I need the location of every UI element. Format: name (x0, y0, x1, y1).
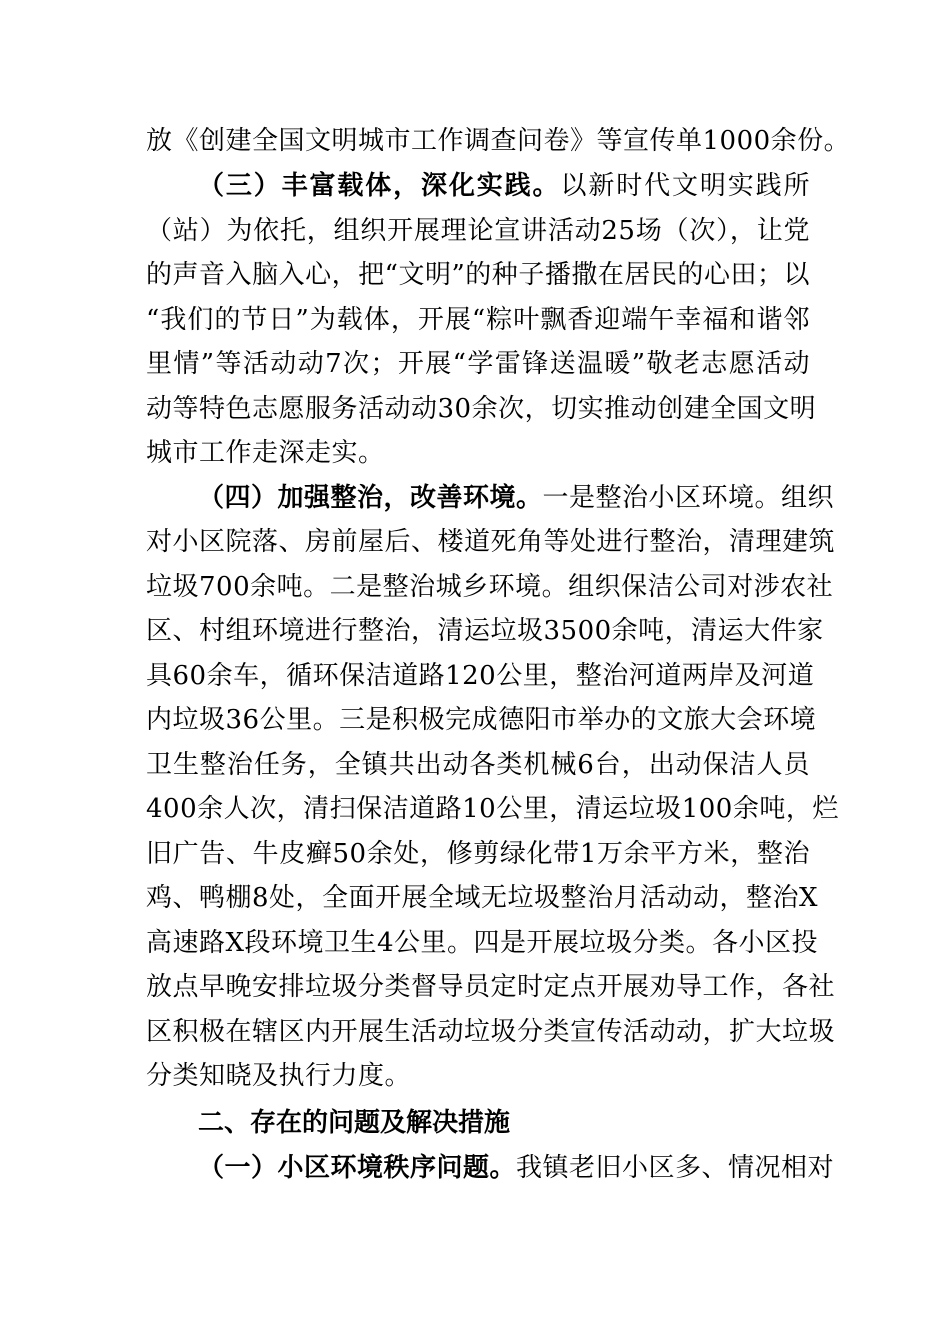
paragraph-text: 我镇老旧小区多、情况相对 (516, 1153, 835, 1183)
paragraph-line (198, 1146, 835, 1190)
paragraph-line: 内垃圾36公里。三是积极完成德阳市举办的文旅大会环境 (146, 705, 817, 735)
paragraph-line: 高速路X段环境卫生4公里。四是开展垃圾分类。各小区投 (146, 928, 819, 958)
paragraph-line: 里情”等活动动7次；开展“学雷锋送温暖”敬老志愿活动 (146, 349, 810, 379)
paragraph-text: 以新时代文明实践所 (560, 171, 810, 201)
paragraph-line: 放《创建全国文明城市工作调查问卷》等宣传单1000余份。 (146, 126, 851, 156)
subheading-3: （三）丰富载体，深化实践。 (198, 171, 561, 201)
paragraph-line: 400余人次，清扫保洁道路10公里，清运垃圾100余吨，烂 (146, 794, 839, 824)
paragraph-line: 旧广告、牛皮癣50余处，修剪绿化带1万余平方米，整治 (146, 839, 810, 869)
paragraph-text: 一是整治小区环境。组织 (542, 483, 835, 513)
paragraph-line: 具60余车，循环保洁道路120公里，整治河道两岸及河道 (146, 661, 815, 691)
paragraph-line (198, 164, 810, 208)
paragraph-line (198, 476, 835, 520)
paragraph-line: 城市工作走深走实。 (146, 438, 385, 468)
paragraph-line: （站）为依托，组织开展理论宣讲活动25场（次），让党 (146, 216, 810, 246)
paragraph-line: 垃圾700余吨。二是整治城乡环境。组织保洁公司对涉农社 (146, 572, 834, 602)
paragraph-line: 卫生整治任务，全镇共出动各类机械6台，出动保洁人员 (146, 750, 810, 780)
paragraph-line: 区积极在辖区内开展生活动垃圾分类宣传活动动，扩大垃圾 (146, 1017, 836, 1047)
paragraph-line: 区、村组环境进行整治，清运垃圾3500余吨，清运大件家 (146, 616, 824, 646)
section-heading: 二、存在的问题及解决措施 (198, 1108, 511, 1138)
paragraph-line: “我们的节日”为载体，开展“粽叶飘香迎端午幸福和谐邻 (146, 305, 810, 335)
paragraph-line: 分类知晓及执行力度。 (146, 1061, 412, 1091)
paragraph-line: 的声音入脑入心，把“文明”的种子播撒在居民的心田；以 (146, 260, 810, 290)
subheading-4: （四）加强整治，改善环境。 (198, 483, 543, 513)
paragraph-line: 动等特色志愿服务活动动30余次，切实推动创建全国文明 (146, 394, 817, 424)
paragraph-line: 放点早晚安排垃圾分类督导员定时定点开展劝导工作，各社 (146, 972, 836, 1002)
paragraph-line: 对小区院落、房前屋后、楼道死角等处进行整治，清理建筑 (146, 527, 836, 557)
subheading-1: （一）小区环境秩序问题。 (198, 1153, 517, 1183)
paragraph-line: 鸡、鸭棚8处，全面开展全域无垃圾整治月活动动，整治X (146, 883, 819, 913)
